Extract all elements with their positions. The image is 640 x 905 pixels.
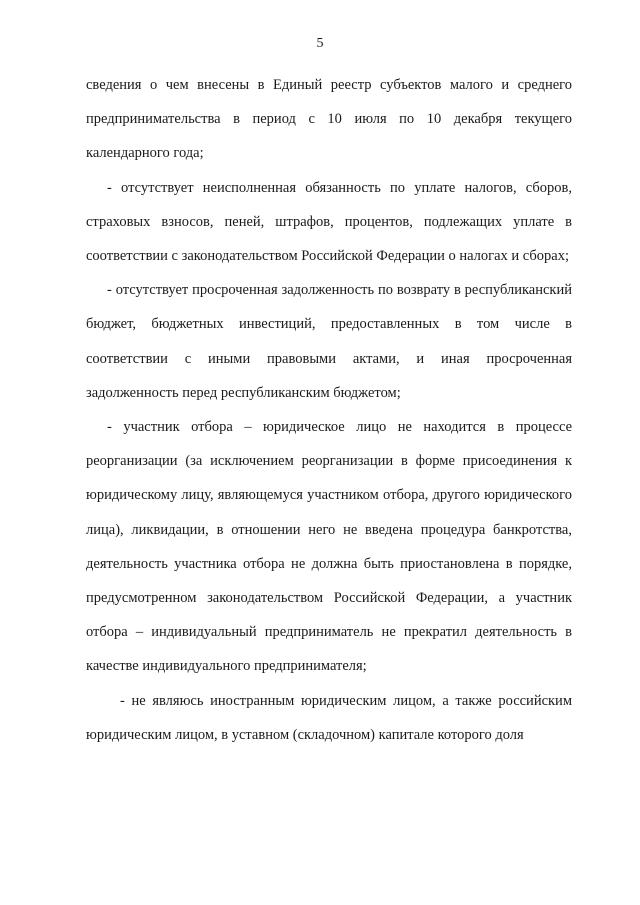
page-number: 5: [316, 36, 324, 51]
paragraph-tax-obligations: - отсутствует неисполненная обязанность по уплате налогов, сборов, страховых взносов, пеней, штрафов, процентов, подлежащих уплате в соответствии с законодательством Российской Федерации о налогах и сборах;: [86, 179, 572, 265]
paragraph-budget-debt: - отсутствует просроченная задолженность по возврату в республиканский бюджет, бюджетных инвестиций, предоставленных в том числе в соответствии с иными правовыми актами, и иная просроченная задолженность перед республиканским бюджетом;: [86, 282, 572, 401]
paragraph-foreign-entity: - не являюсь иностранным юридическим лицом, а также российским юридическим лицом, в уставном (складочном) капитале которого доля: [86, 692, 572, 743]
paragraph-continuation: сведения о чем внесены в Единый реестр субъектов малого и среднего предпринимательства в период с 10 июля по 10 декабря текущего календарного года;: [86, 77, 572, 162]
paragraph-reorganization: - участник отбора – юридическое лицо не находится в процессе реорганизации (за исключением реорганизации в форме присоединения к юридическому лицу, являющемуся участником отбора, другого юридического лица), ликвидации, в отношении него не введена процедура банкротства, деятельность участника отбора не должна быть приостановлена в порядке, предусмотренном законодательством Российской Федерации, а участник отбора – индивидуальный предприниматель не прекратил деятельность в качестве индивидуального предпринимателя;: [86, 419, 572, 675]
document-body: [86, 68, 572, 752]
